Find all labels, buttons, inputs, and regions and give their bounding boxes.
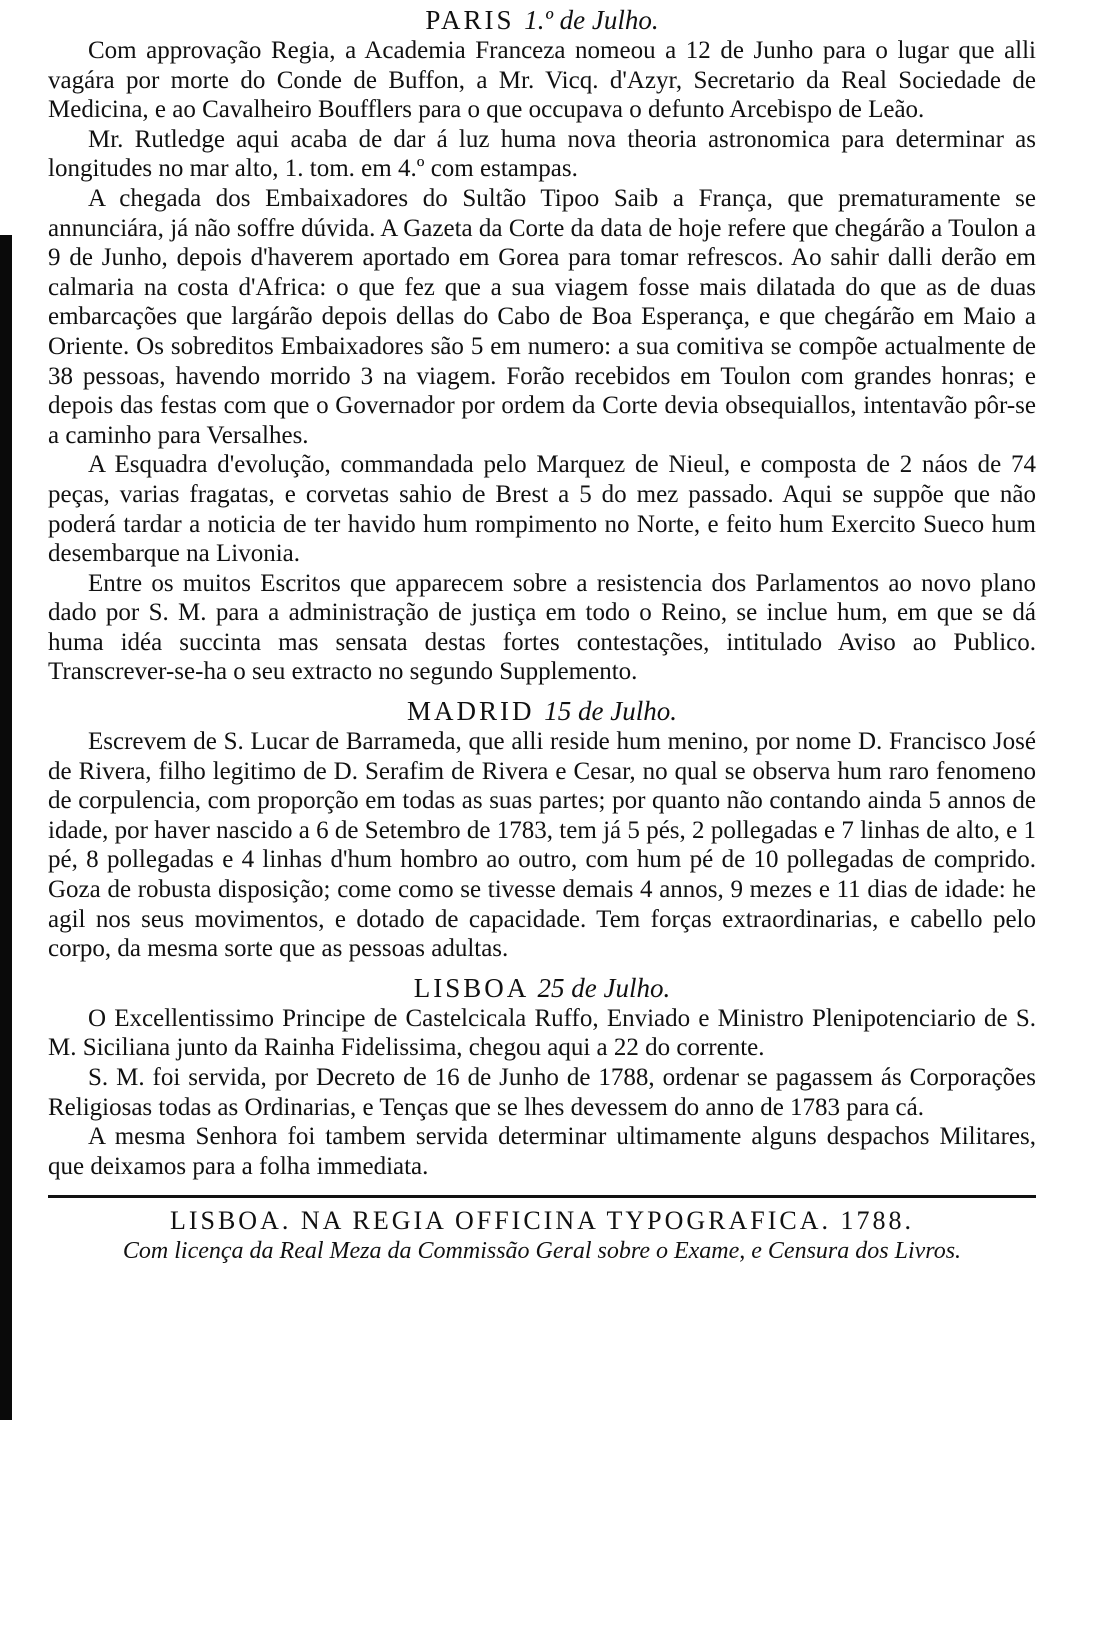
paragraph-paris-1: Com approvação Regia, a Academia Franceza nomeou a 12 de Junho para o lugar que alli vagára por morte do Conde de Buffon, a Mr. Vicq. d'Azyr, Secretario da Real Sociedade de Medicina, e ao Cavalheiro Boufflers para o que occupava o defunto Arcebispo de Leão. [48,37,1036,124]
section-paris [48,4,1036,687]
heading-date: 25 de Julho. [537,972,671,1003]
section-lisboa [48,972,1036,1182]
paragraph-paris-2: Mr. Rutledge aqui acaba de dar á luz huma nova theoria astronomica para determinar as longitudes no mar alto, 1. tom. em 4.º com estampas. [48,125,1036,183]
section-heading-paris [48,4,1036,36]
colophon-divider [48,1195,1036,1198]
paragraph-paris-5: Entre os muitos Escritos que apparecem sobre a resistencia dos Parlamentos ao novo plano dado por S. M. para a administração de justiça em todo o Reino, se inclue hum, em que se dá huma idéa succinta mas sensata destas fortes contestações, intitulado Aviso ao Publico. Transcrever-se-ha o seu extracto no segundo Supplemento. [48,569,1036,686]
paragraph-paris-3: A chegada dos Embaixadores do Sultão Tipoo Saib a França, que prematuramente se annunciára, já não soffre dúvida. A Gazeta da Corte da data de hoje refere que chegárão a Toulon a 9 de Junho, depois d'haverem aportado em Gorea para tomar refrescos. Ao sahir dalli derão em calmaria na costa d'Africa: o que fez que a sua viagem fosse mais dilatada do que as de duas embarcações que largárão depois dellas do Cabo de Boa Esperança, e que chegárão em Maio a Oriente. Os sobreditos Embaixadores são 5 em numero: a sua comitiva se compõe actualmente de 38 pessoas, havendo morrido 3 na viagem. Forão recebidos em Toulon com grandes honras; e depois das festas com que o Governador por ordem da Corte devia obsequiallos, intentavão pôr-se a caminho para Versalhes. [48,184,1036,449]
heading-place: MADRID [407,696,535,727]
colophon [48,1206,1036,1266]
page-content [48,4,1036,1266]
license-line: Com licença da Real Meza da Commissão Geral sobre o Exame, e Censura dos Livros. [122,1238,962,1265]
heading-place: PARIS [425,5,515,35]
paragraph-lisboa-1: O Excellentissimo Principe de Castelcicala Ruffo, Enviado e Ministro Plenipotenciario de S. M. Siciliana junto da Rainha Fidelissima, chegou aqui a 22 do corrente. [48,1004,1036,1062]
heading-date: 15 de Julho. [544,696,677,727]
section-heading-madrid [48,695,1036,727]
paragraph-madrid-1: Escrevem de S. Lucar de Barrameda, que alli reside hum menino, por nome D. Francisco José de Rivera, filho legitimo de D. Serafim de Rivera e Cesar, no qual se observa hum raro fenomeno de corpulencia, com proporção em todas as suas partes; por quanto não contando ainda 5 annos de idade, por haver nascido a 6 de Setembro de 1783, tem já 5 pés, 2 pollegadas e 7 linhas de alto, e 1 pé, 8 pollegadas e 4 linhas d'hum hombro ao outro, com hum pé de 10 pollegadas de comprido. Goza de robusta disposição; come como se tivesse demais 4 annos, 9 mezes e 11 dias de idade: he agil nos seus movimentos, e dotado de capacidade. Tem forças extraordinarias, e cabello pelo corpo, da mesma sorte que as pessoas adultas. [48,728,1036,963]
section-madrid [48,695,1036,964]
printer-imprint: LISBOA. NA REGIA OFFICINA TYPOGRAFICA. 1788. [169,1206,915,1236]
paragraph-lisboa-3: A mesma Senhora foi tambem servida determinar ultimamente alguns despachos Militares, que deixamos para a folha immediata. [48,1123,1036,1180]
paragraph-paris-4: A Esquadra d'evolução, commandada pelo Marquez de Nieul, e composta de 2 náos de 74 peças, varias fragatas, e corvetas sahio de Brest a 5 do mez passado. Aqui se suppõe que não poderá tardar a noticia de ter havido hum rompimento no Norte, e feito hum Exercito Sueco hum desembarque na Livonia. [48,451,1036,568]
section-heading-lisboa [48,972,1036,1004]
heading-place: LISBOA [413,972,528,1003]
heading-date: 1.º de Julho. [524,5,659,35]
paragraph-lisboa-2: S. M. foi servida, por Decreto de 16 de Junho de 1788, ordenar se pagassem ás Corporações Religiosas todas as Ordinarias, e Tenças que se lhes devessem do anno de 1783 para cá. [48,1064,1036,1121]
scan-binding-shadow [0,235,12,1420]
